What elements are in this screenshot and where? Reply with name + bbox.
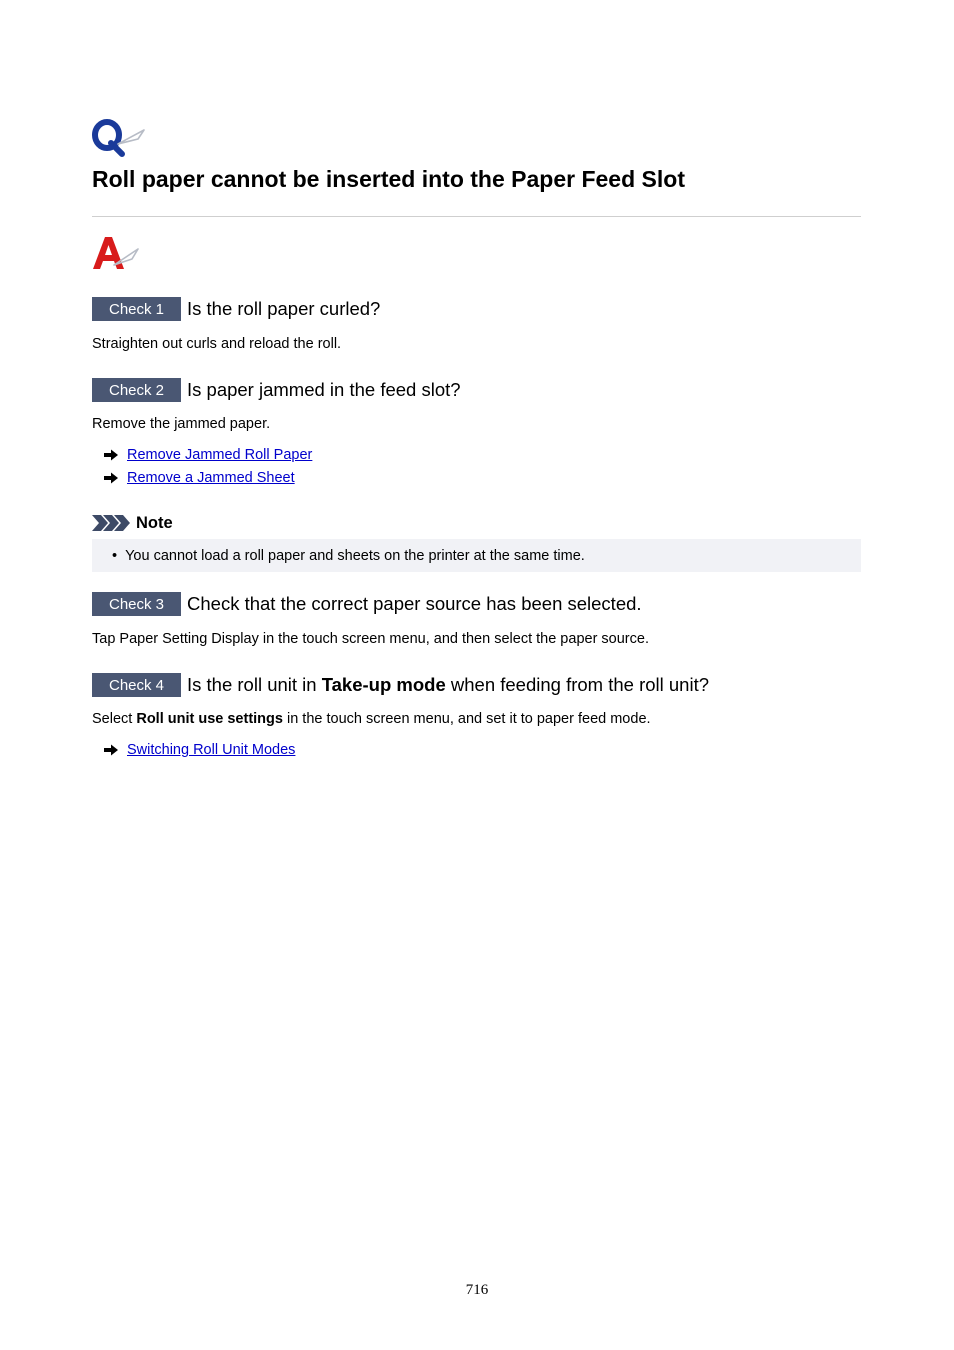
remove-jammed-roll-paper-link[interactable]: Remove Jammed Roll Paper	[127, 447, 313, 463]
check-4-heading	[92, 673, 709, 697]
check-1-badge: Check 1	[92, 297, 181, 321]
check-1-body: Straighten out curls and reload the roll.	[92, 336, 342, 352]
note-box	[92, 539, 861, 572]
check-4-badge: Check 4	[92, 673, 181, 697]
roll-unit-use-settings-term: Roll unit use settings	[136, 711, 283, 727]
check-1-heading	[92, 297, 380, 321]
link-item-remove-jammed-roll-paper	[103, 445, 312, 465]
note-chevrons-icon	[92, 514, 132, 532]
check-2-heading	[92, 378, 461, 402]
check-4-question	[187, 674, 709, 696]
check-4-body-end: in the touch screen menu, and set it to paper feed mode.	[282, 711, 651, 727]
arrow-right-icon	[103, 472, 119, 484]
check-3-body: Tap Paper Setting Display in the touch screen menu, and then select the paper source.	[92, 631, 649, 647]
note-text: You cannot load a roll paper and sheets on the printer at the same time.	[125, 547, 585, 564]
check-3-heading	[92, 592, 642, 616]
answer-a-icon	[92, 235, 140, 271]
title-divider	[92, 216, 861, 217]
page-number: 716	[465, 1282, 489, 1298]
check-3-badge: Check 3	[92, 592, 181, 616]
check-4-body	[92, 711, 651, 727]
check-4-question-end: when feeding from the roll unit?	[445, 674, 710, 695]
page-title: Roll paper cannot be inserted into the Paper Feed Slot	[92, 166, 685, 192]
check-4-body-start: Select	[92, 711, 137, 727]
take-up-mode-term: Take-up mode	[321, 674, 446, 695]
remove-jammed-sheet-link[interactable]: Remove a Jammed Sheet	[127, 470, 295, 486]
arrow-right-icon	[103, 449, 119, 461]
note-heading	[92, 512, 173, 534]
check-2-question: Is paper jammed in the feed slot?	[187, 379, 461, 400]
link-item-switching-roll-unit-modes	[103, 740, 295, 760]
check-2-body: Remove the jammed paper.	[92, 416, 271, 432]
link-item-remove-jammed-sheet	[103, 468, 295, 488]
arrow-right-icon	[103, 744, 119, 756]
check-2-badge: Check 2	[92, 378, 181, 402]
note-bullet: •	[112, 547, 118, 564]
question-q-icon	[92, 118, 148, 158]
switching-roll-unit-modes-link[interactable]: Switching Roll Unit Modes	[127, 742, 296, 758]
check-1-question: Is the roll paper curled?	[187, 298, 381, 319]
check-4-question-start: Is the roll unit in	[187, 674, 322, 695]
note-label: Note	[136, 513, 173, 532]
check-3-question: Check that the correct paper source has been selected.	[187, 593, 642, 614]
